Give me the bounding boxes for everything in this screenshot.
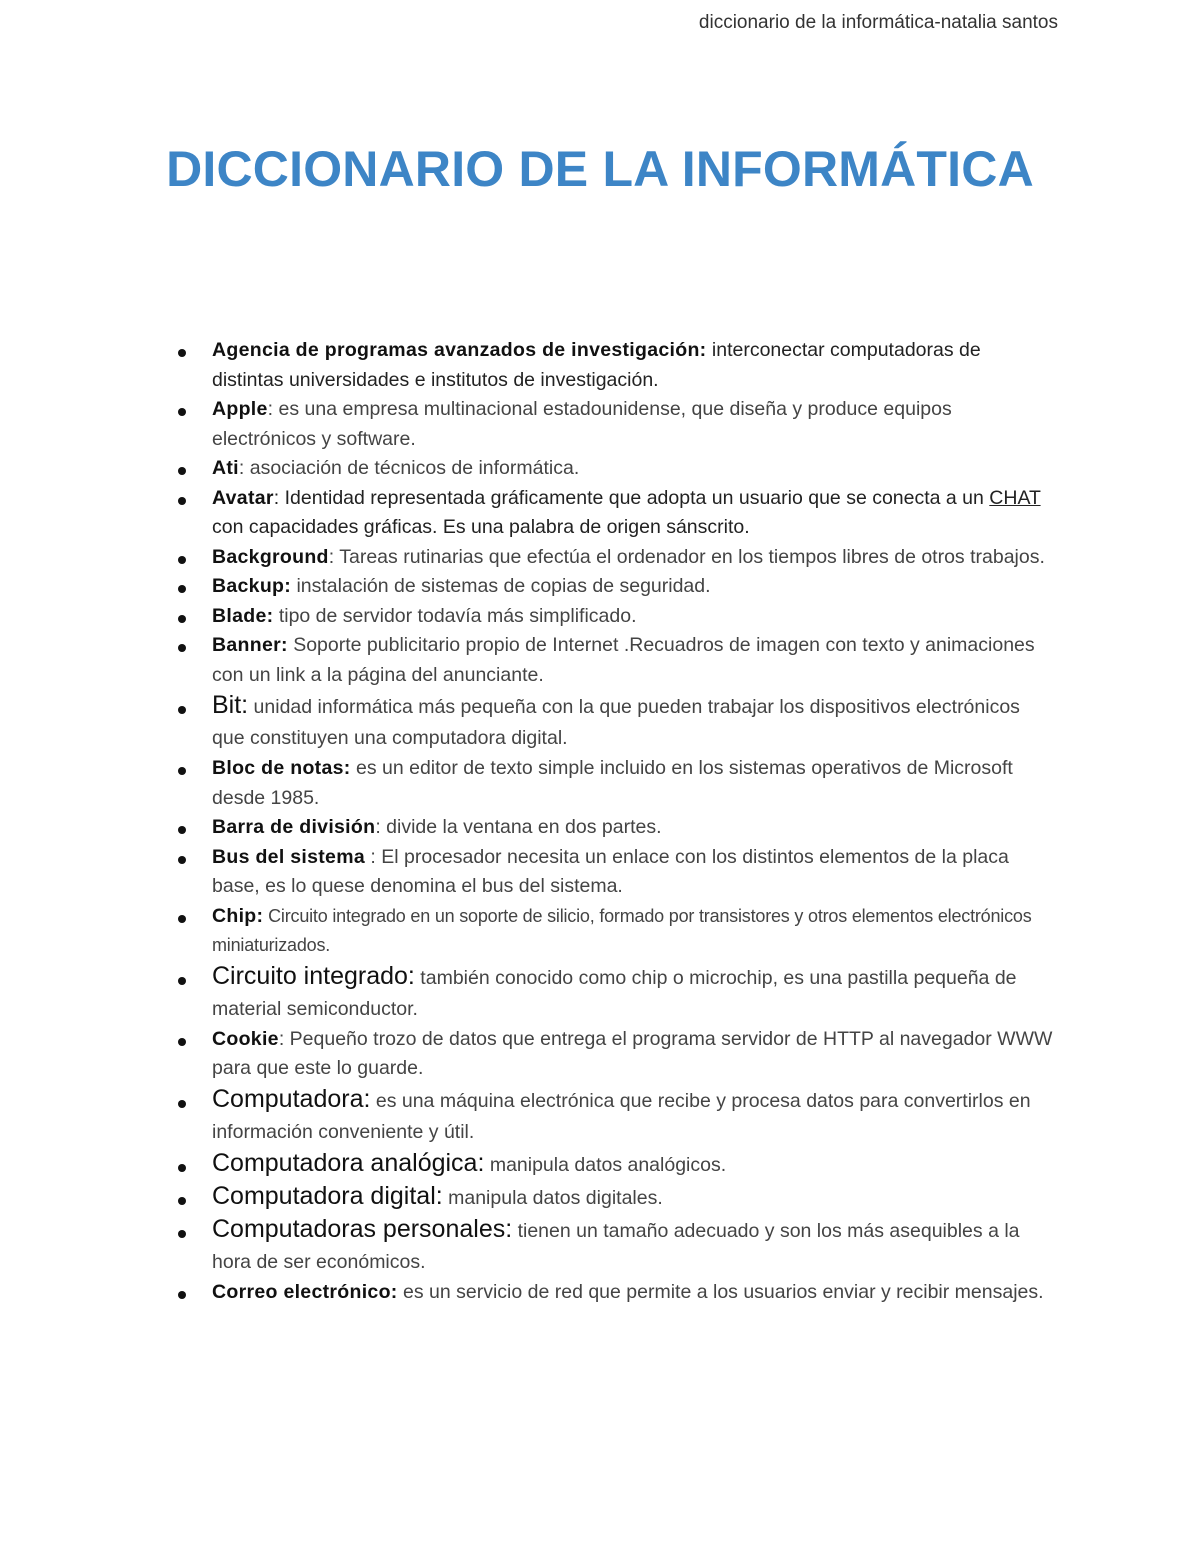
entry-definition: interconectar computadoras de distintas universidades e institutos de investigación. [212, 339, 981, 391]
glossary-entry [174, 602, 1054, 632]
entry-definition: : Identidad representada gráficamente que adopta un usuario que se conecta a un [273, 486, 990, 509]
running-header: diccionario de la informática-natalia santos [698, 12, 1058, 33]
glossary-entry [174, 1181, 1054, 1214]
entry-definition: tienen un tamaño adecuado y son los más asequibles a la hora de ser económicos. [212, 1219, 1020, 1273]
entry-term: Agencia de programas avanzados de investigación: [212, 339, 707, 361]
bullet-icon [178, 349, 186, 357]
bullet-icon [178, 408, 186, 416]
glossary-entry [174, 843, 1054, 902]
entry-term: Blade: [212, 604, 274, 627]
bullet-icon [178, 1197, 186, 1205]
glossary-list [174, 336, 1054, 1307]
bullet-icon [178, 1291, 186, 1299]
entry-definition: Soporte publicitario propio de Internet .Recuadros de imagen con texto y animaciones con un link a la página del anunciante. [212, 634, 1035, 686]
glossary-entry [174, 631, 1054, 690]
glossary-entry [174, 813, 1054, 843]
document-title: DICCIONARIO DE LA INFORMÁTICA [166, 141, 1034, 197]
entry-term: Computadora digital: [212, 1181, 443, 1210]
entry-term: Computadora: [212, 1084, 371, 1113]
entry-definition: unidad informática más pequeña con la que pueden trabajar los dispositivos electrónicos que constituyen una computadora digital. [212, 696, 1020, 749]
bullet-icon [178, 1100, 186, 1108]
bullet-icon [178, 915, 186, 923]
entry-term: Computadora analógica: [212, 1148, 485, 1177]
entry-definition: manipula datos analógicos. [484, 1153, 727, 1176]
glossary-entry [174, 454, 1054, 484]
entry-term: Bus del sistema [212, 845, 365, 868]
entry-definition: es un servicio de red que permite a los usuarios enviar y recibir mensajes. [397, 1280, 1044, 1303]
entry-definition: manipula datos digitales. [442, 1186, 663, 1209]
entry-term: Chip: [212, 904, 264, 927]
chat-link[interactable]: CHAT [989, 486, 1041, 509]
entry-term: Banner: [212, 634, 288, 656]
glossary-entry [174, 484, 1054, 543]
entry-term: Computadoras personales: [212, 1214, 513, 1243]
entry-term: Avatar [212, 486, 274, 509]
entry-definition: es un editor de texto simple incluido en los sistemas operativos de Microsoft desde 1985. [212, 757, 1013, 809]
bullet-icon [178, 856, 186, 864]
bullet-icon [178, 767, 186, 775]
glossary-entry [174, 961, 1054, 1025]
entry-definition: instalación de sistemas de copias de seguridad. [291, 575, 711, 597]
glossary-entry [174, 754, 1054, 813]
entry-term: Bit: [212, 691, 249, 719]
entry-definition: : Pequeño trozo de datos que entrega el programa servidor de HTTP al navegador WWW para que este lo guarde. [212, 1027, 1053, 1079]
bullet-icon [178, 1164, 186, 1172]
glossary-entry [174, 1025, 1054, 1084]
bullet-icon [178, 467, 186, 475]
glossary-entry [174, 690, 1054, 754]
glossary-entry [174, 1278, 1054, 1308]
entry-definition: : asociación de técnicos de informática. [238, 457, 580, 479]
entry-definition: : es una empresa multinacional estadounidense, que diseña y produce equipos electrónicos y software. [212, 398, 952, 450]
glossary-entry [174, 395, 1054, 454]
entry-definition: : El procesador necesita un enlace con los distintos elementos de la placa base, es lo quese denomina el bus del sistema. [212, 845, 1009, 897]
bullet-icon [178, 977, 186, 985]
bullet-icon [178, 497, 186, 505]
glossary-entry [174, 572, 1054, 602]
entry-term: Backup: [212, 575, 292, 597]
glossary-entry [174, 1084, 1054, 1148]
bullet-icon [178, 1038, 186, 1046]
entry-term: Background [212, 545, 329, 568]
entry-term: Ati [212, 457, 239, 479]
glossary-entry [174, 1148, 1054, 1181]
entry-term: Barra de división [212, 816, 376, 838]
entry-term: Cookie [212, 1027, 279, 1050]
entry-term: Circuito integrado: [212, 961, 415, 990]
bullet-icon [178, 826, 186, 834]
entry-definition: también conocido como chip o microchip, es una pastilla pequeña de material semiconductor. [212, 966, 1017, 1020]
glossary-entry [174, 902, 1054, 961]
bullet-icon [178, 1230, 186, 1238]
entry-definition: : divide la ventana en dos partes. [375, 816, 662, 838]
bullet-icon [178, 706, 186, 714]
glossary-entry [174, 1214, 1054, 1278]
entry-definition: con capacidades gráficas. Es una palabra de origen sánscrito. [212, 516, 750, 538]
entry-definition: tipo de servidor todavía más simplificado. [273, 604, 637, 627]
entry-definition: es una máquina electrónica que recibe y procesa datos para convertirlos en información conveniente y útil. [212, 1089, 1031, 1143]
bullet-icon [178, 556, 186, 564]
entry-term: Apple [212, 398, 268, 420]
bullet-icon [178, 615, 186, 623]
bullet-icon [178, 585, 186, 593]
glossary-entry [174, 543, 1054, 573]
entry-definition: : Tareas rutinarias que efectúa el ordenador en los tiempos libres de otros trabajos. [328, 545, 1045, 568]
glossary-entry [174, 336, 1054, 395]
entry-definition: Circuito integrado en un soporte de silicio, formado por transistores y otros elementos electrónicos miniaturizados. [212, 905, 1032, 955]
bullet-icon [178, 644, 186, 652]
entry-term: Correo electrónico: [212, 1280, 398, 1303]
entry-term: Bloc de notas: [212, 757, 351, 779]
